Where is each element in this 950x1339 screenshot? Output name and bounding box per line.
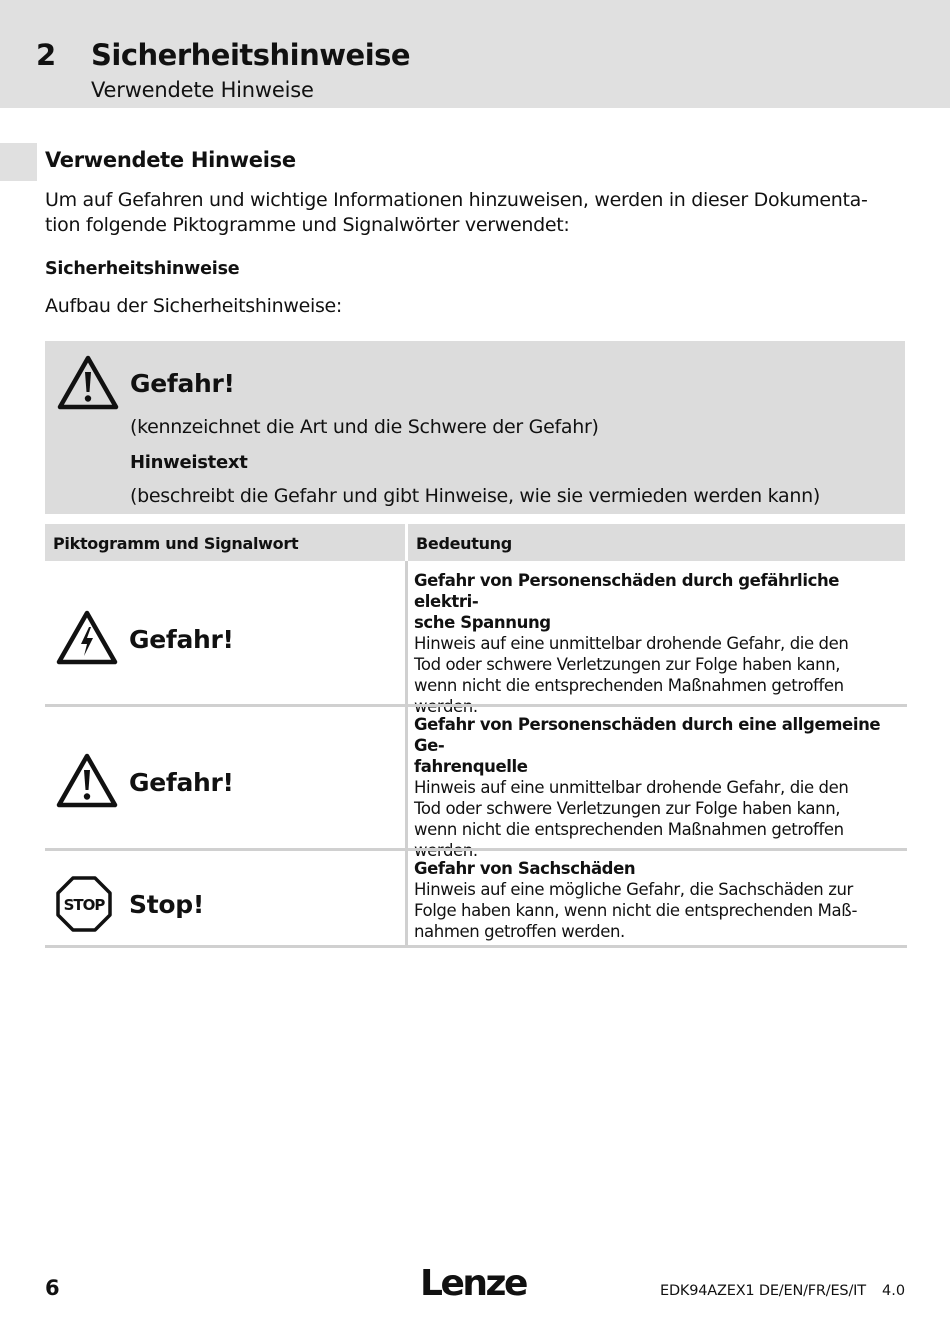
warning-line: Hinweistext [130, 452, 248, 473]
table-row-meaning [414, 858, 894, 942]
row-signal-word: Gefahr! [129, 625, 234, 654]
row-title: Gefahr von Personenschäden durch gefährliche elektri- [414, 571, 840, 611]
row-description: wenn nicht die entsprechenden Maßnahmen getroffen [414, 676, 844, 695]
table-header-pictogram: Piktogramm und Signalwort [45, 524, 405, 561]
table-row-meaning [414, 570, 894, 717]
warning-triangle-lightning-icon [56, 610, 118, 670]
chapter-number: 2 [36, 38, 56, 72]
document-id: EDK94AZEX1 DE/EN/FR/ES/IT [660, 1283, 866, 1299]
page-number: 6 [45, 1276, 60, 1300]
table-row-divider [45, 848, 907, 851]
structure-label: Aufbau der Sicherheitshinweise: [45, 295, 343, 317]
warning-line: (beschreibt die Gefahr und gibt Hinweise, wie sie vermieden werden kann) [130, 485, 820, 507]
row-description: Hinweis auf eine mögliche Gefahr, die Sachschäden zur [414, 880, 853, 899]
section-heading: Verwendete Hinweise [45, 148, 296, 172]
table-row-meaning [414, 714, 894, 861]
document-version: 4.0 [882, 1283, 906, 1299]
intro-line: Um auf Gefahren und wichtige Informationen hinzuweisen, werden in dieser Dokumenta- [45, 189, 868, 211]
table-row-divider [45, 704, 907, 707]
row-description: Tod oder schwere Verletzungen zur Folge haben kann, [414, 655, 841, 674]
warning-triangle-exclamation-icon [57, 355, 119, 415]
row-title: Gefahr von Personenschäden durch eine allgemeine Ge- [414, 715, 881, 755]
warning-line: (kennzeichnet die Art und die Schwere der Gefahr) [130, 416, 599, 438]
stop-sign-text: STOP [63, 896, 105, 914]
stop-octagon-icon [56, 876, 112, 936]
chapter-title: Sicherheitshinweise [91, 38, 411, 72]
sub-heading: Sicherheitshinweise [45, 259, 240, 279]
row-signal-word: Gefahr! [129, 768, 234, 797]
row-description: Hinweis auf eine unmittelbar drohende Gefahr, die den [414, 634, 849, 653]
warning-triangle-exclamation-icon [56, 753, 118, 813]
row-description: Tod oder schwere Verletzungen zur Folge haben kann, [414, 799, 841, 818]
intro-paragraph [45, 188, 915, 238]
row-title: sche Spannung [414, 613, 551, 632]
table-header-meaning: Bedeutung [408, 524, 905, 561]
row-description: Folge haben kann, wenn nicht die entsprechenden Maß- [414, 901, 858, 920]
row-title: Gefahr von Sachschäden [414, 859, 636, 878]
row-description: wenn nicht die entsprechenden Maßnahmen getroffen [414, 820, 844, 839]
section-marker [0, 143, 37, 181]
warning-signal-word: Gefahr! [130, 369, 235, 398]
lenze-logo: Lenze [420, 1263, 526, 1304]
chapter-subtitle: Verwendete Hinweise [91, 78, 314, 102]
table-bottom-border [45, 945, 907, 948]
table-column-divider [405, 561, 408, 947]
intro-line: tion folgende Piktogramme und Signalwörter verwendet: [45, 214, 570, 236]
warning-structure-box [45, 341, 905, 514]
row-title: fahrenquelle [414, 757, 528, 776]
row-description: nahmen getroffen werden. [414, 922, 625, 941]
row-signal-word: Stop! [129, 890, 204, 919]
row-description: Hinweis auf eine unmittelbar drohende Gefahr, die den [414, 778, 849, 797]
